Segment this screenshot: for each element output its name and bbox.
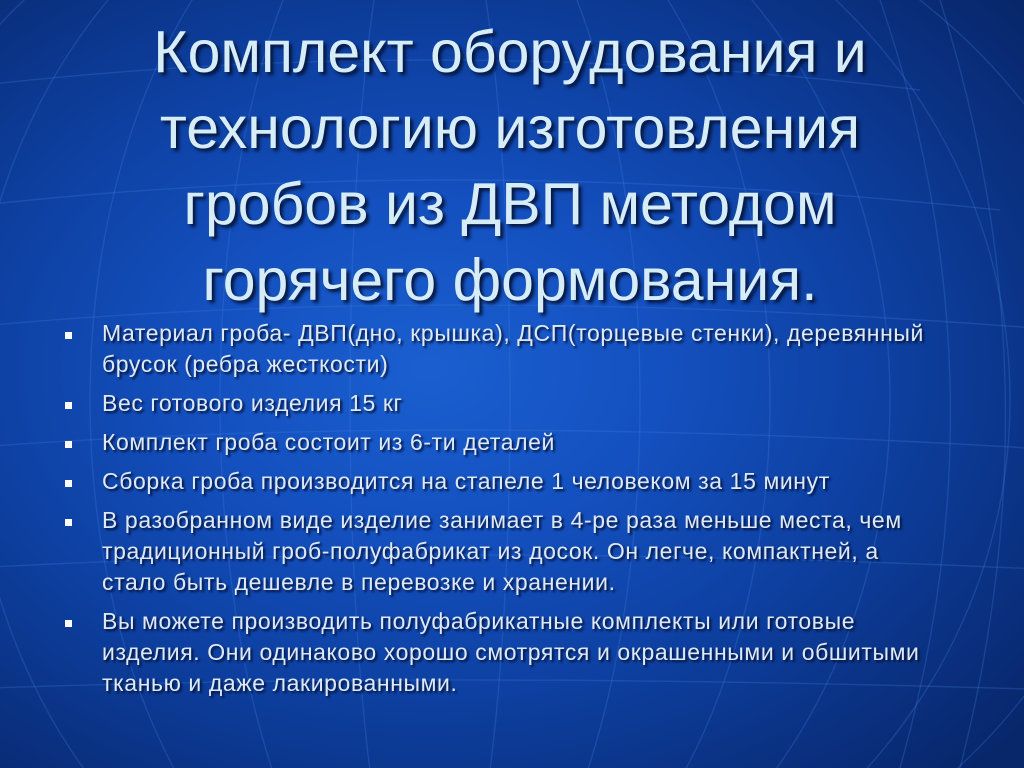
square-bullet-icon [65, 480, 72, 487]
bullet-text: Вес готового изделия 15 кг [102, 390, 403, 416]
slide-title: Комплект оборудования и технологию изготовления гробов из ДВП методом горячего формования. [153, 19, 867, 313]
bullet-text: Комплект гроба состоит из 6-ти деталей [102, 429, 555, 455]
bullet-item [60, 606, 940, 699]
bullet-item [60, 427, 940, 458]
bullet-item [60, 505, 940, 598]
square-bullet-icon [65, 620, 72, 627]
bullet-text: В разобранном виде изделие занимает в 4-ре раза меньше места, чем традиционный гроб-полуфабрикат из досок. Он легче, компактней, а стало быть дешевле в перевозке и хранении. [102, 507, 902, 595]
bullet-list [60, 318, 940, 707]
square-bullet-icon [65, 402, 72, 409]
bullet-text: Вы можете производить полуфабрикатные комплекты или готовые изделия. Они одинаково хорошо смотрятся и окрашенными и обшитыми тканью и даже лакированными. [102, 608, 920, 696]
square-bullet-icon [65, 519, 72, 526]
bullet-text: Сборка гроба производится на стапеле 1 человеком за 15 минут [102, 468, 830, 494]
bullet-item [60, 318, 940, 380]
bullet-text: Материал гроба- ДВП(дно, крышка), ДСП(торцевые стенки), деревянный брусок (ребра жесткости) [102, 320, 924, 377]
bullet-item [60, 466, 940, 497]
square-bullet-icon [65, 441, 72, 448]
bullet-item [60, 388, 940, 419]
square-bullet-icon [65, 332, 72, 339]
